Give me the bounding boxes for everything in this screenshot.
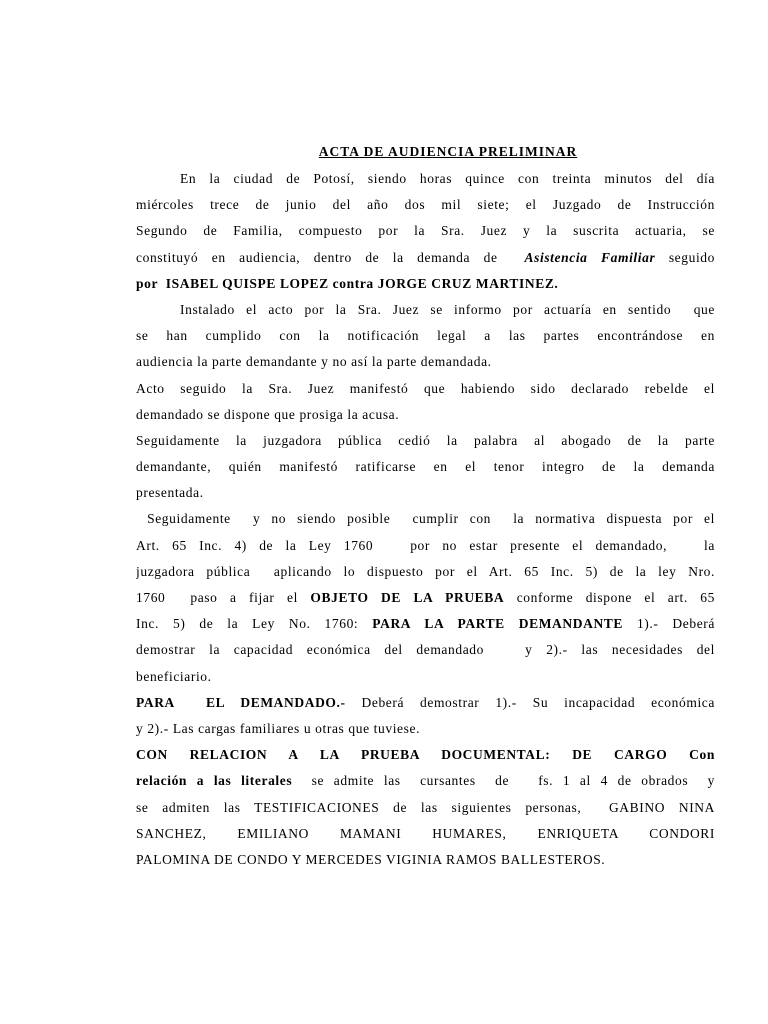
text-line	[136, 506, 715, 532]
text-line	[136, 480, 715, 506]
text-run: audiencia la parte demandante y no así la parte demandada.	[136, 354, 492, 370]
text-run: juzgadora pública aplicando lo dispuesto por el Art. 65 Inc. 5) de la ley Nro.	[136, 563, 715, 579]
text-line	[136, 716, 715, 742]
text-line	[136, 297, 715, 323]
bold-text: OBJETO DE LA PRUEBA	[310, 590, 505, 605]
text-run: se han cumplido con la notificación legal a las partes encontrándose en	[136, 328, 715, 344]
text-line	[136, 192, 715, 218]
text-line	[136, 664, 715, 690]
text-run: demandado se dispone que prosiga la acusa.	[136, 406, 400, 422]
text-run: miércoles trece de junio del año dos mil siete; el Juzgado de Instrucción	[136, 197, 715, 213]
bold-text: relación a las literales	[136, 773, 293, 789]
text-line	[136, 690, 715, 716]
text-line	[136, 166, 715, 192]
text-line	[136, 349, 715, 375]
bold-text	[525, 250, 656, 265]
text-line	[136, 847, 715, 873]
bold-text: PARA LA PARTE DEMANDANTE	[372, 616, 623, 632]
text-run: 1).- Deberá	[623, 616, 715, 632]
text-run: Segundo de Familia, compuesto por la Sra. Juez y la suscrita actuaria, se	[136, 223, 715, 239]
text-line	[136, 585, 715, 611]
text-line	[136, 376, 715, 402]
text-line	[136, 245, 715, 271]
text-run: Deberá demostrar 1).- Su incapacidad económica	[345, 694, 715, 710]
text-run: se admiten las TESTIFICACIONES de las siguientes personas, GABINO NINA	[136, 799, 715, 815]
emphasis-text: Asistencia Familiar	[524, 249, 656, 265]
text-line	[136, 454, 715, 480]
text-line	[136, 821, 715, 847]
text-run: En la ciudad de Potosí, siendo horas quince con treinta minutos del día	[180, 171, 715, 186]
text-run: PALOMINA DE CONDO Y MERCEDES VIGINIA RAMOS BALLESTEROS.	[136, 851, 606, 867]
text-run: y 2).- Las cargas familiares u otras que tuviese.	[136, 720, 421, 736]
text-line	[136, 271, 715, 297]
bold-text: PARA EL DEMANDADO.-	[136, 694, 346, 710]
text-line	[136, 637, 715, 663]
text-line	[136, 428, 715, 454]
text-line	[136, 795, 715, 821]
text-run: Acto seguido la Sra. Juez manifestó que habiendo sido declarado rebelde el	[136, 380, 715, 396]
text-run: SANCHEZ, EMILIANO MAMANI HUMARES, ENRIQUETA CONDORI	[136, 825, 715, 841]
text-line	[136, 742, 715, 768]
document-body	[136, 166, 715, 873]
text-run: seguido	[655, 249, 715, 265]
text-run: Instalado el acto por la Sra. Juez se informo por actuaría en sentido que	[180, 301, 715, 317]
text-line	[136, 323, 715, 349]
text-run: presentada.	[136, 485, 204, 501]
text-run: demostrar la capacidad económica del demandado y 2).- las necesidades del	[136, 642, 715, 658]
text-line	[136, 559, 715, 585]
bold-text: CON RELACION A LA PRUEBA DOCUMENTAL: DE CARGO Con	[136, 747, 715, 763]
text-run: beneficiario.	[136, 668, 212, 684]
text-run: Seguidamente la juzgadora pública cedió la palabra al abogado de la parte	[136, 432, 715, 448]
text-run: Seguidamente y no siendo posible cumplir con la normativa dispuesta por el	[136, 511, 715, 527]
text-run: 1760 paso a fijar el	[136, 590, 311, 605]
text-run: demandante, quién manifestó ratificarse en el tenor integro de la demanda	[136, 459, 715, 475]
text-run: conforme dispone el art. 65	[504, 590, 715, 605]
text-run: Art. 65 Inc. 4) de la Ley 1760 por no estar presente el demandado, la	[136, 537, 715, 553]
text-run: se admite las cursantes de fs. 1 al 4 de obrados y	[292, 773, 715, 789]
text-line	[136, 218, 715, 244]
bold-text: por ISABEL QUISPE LOPEZ contra JORGE CRUZ MARTINEZ.	[136, 275, 559, 291]
text-line	[136, 533, 715, 559]
text-run: constituyó en audiencia, dentro de la demanda de	[136, 249, 525, 265]
text-line	[136, 402, 715, 428]
text-run: Inc. 5) de la Ley No. 1760:	[136, 616, 373, 632]
document-title: ACTA DE AUDIENCIA PRELIMINAR	[318, 144, 578, 159]
text-line	[136, 611, 715, 637]
text-line	[136, 768, 715, 794]
